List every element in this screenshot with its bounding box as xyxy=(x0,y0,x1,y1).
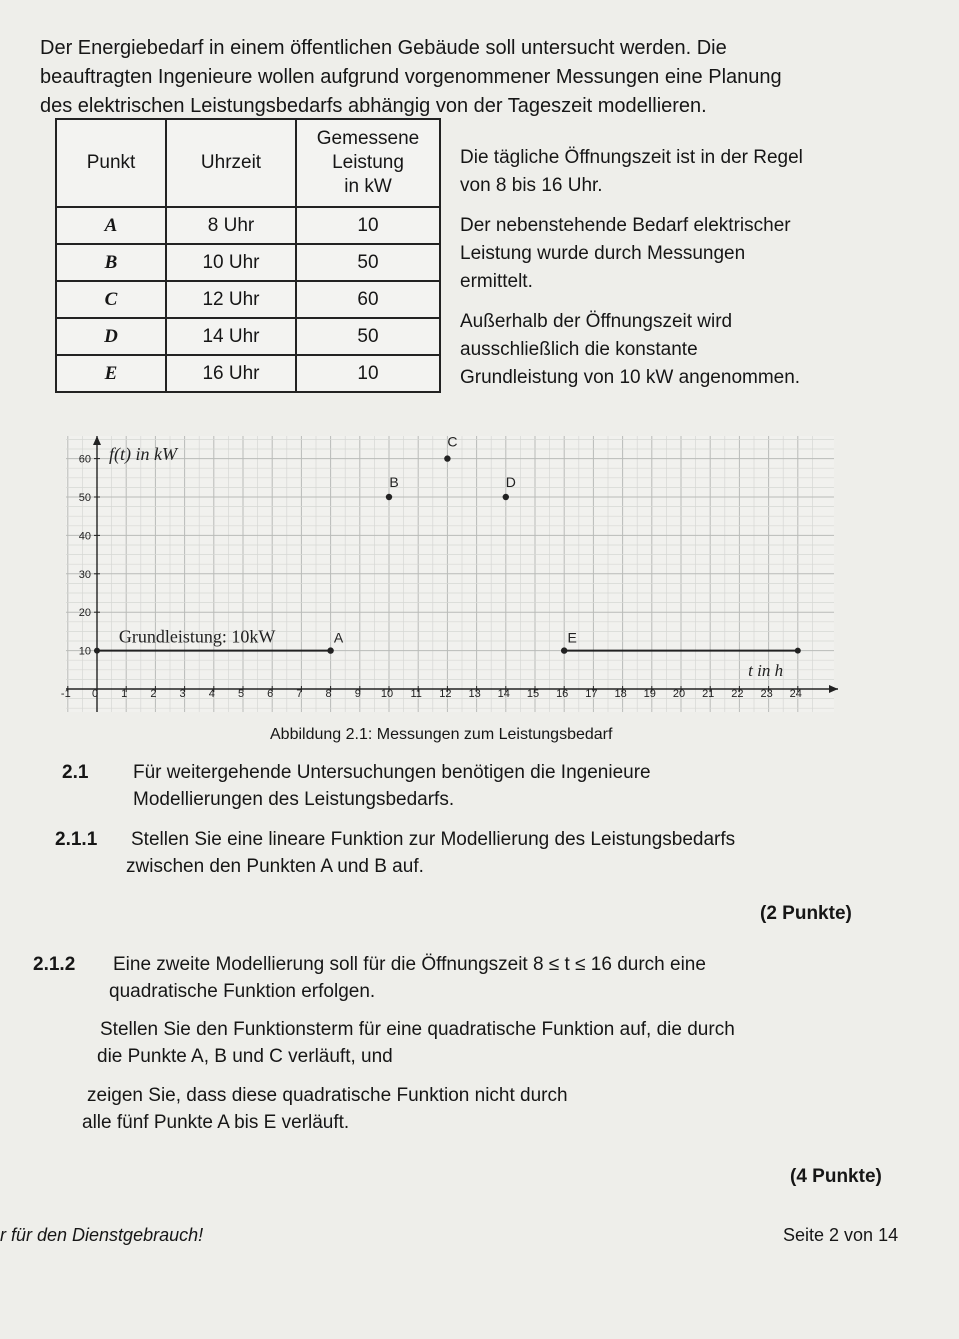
header-leistung-line-2: Leistung xyxy=(332,152,404,173)
figure-caption: Abbildung 2.1: Messungen zum Leistungsbedarf xyxy=(270,726,613,743)
data-point-a xyxy=(327,647,333,653)
cell-punkt: B xyxy=(56,244,166,281)
y-tick-label: 30 xyxy=(78,568,91,581)
side-p1-line-1: Die tägliche Öffnungszeit ist in der Regel xyxy=(460,147,803,168)
q21-text xyxy=(133,759,853,813)
x-tick-label: 18 xyxy=(614,688,627,700)
cell-leistung: 50 xyxy=(296,244,440,281)
data-point-label-a: A xyxy=(333,629,344,646)
q211-line-1: Stellen Sie eine lineare Funktion zur Modellierung des Leistungsbedarfs xyxy=(131,829,736,850)
x-tick-label: 10 xyxy=(380,688,394,700)
y-tick-label: 50 xyxy=(78,492,91,504)
x-tick-label: 16 xyxy=(556,688,569,700)
x-tick-label: 9 xyxy=(354,688,361,700)
x-tick-label: 8 xyxy=(325,688,332,700)
data-point-b xyxy=(386,494,392,500)
x-tick-label: 3 xyxy=(179,688,186,700)
q21-line-1: Für weitergehende Untersuchungen benötigen die Ingenieure xyxy=(133,762,651,783)
q211-points: (2 Punkte) xyxy=(760,903,852,924)
side-p2-line-3: ermittelt. xyxy=(460,271,533,292)
q212-text-a xyxy=(109,951,913,1005)
data-point-e xyxy=(561,647,567,653)
cell-uhrzeit: 10 Uhr xyxy=(166,244,296,281)
x-tick-label: 15 xyxy=(526,688,540,700)
data-point-d xyxy=(503,494,509,500)
y-tick-label: 40 xyxy=(78,530,91,543)
y-tick-label: 20 xyxy=(78,607,91,620)
data-point-label-d: D xyxy=(505,474,516,490)
q212-line-5: zeigen Sie, dass diese quadratische Funktion nicht durch xyxy=(87,1085,568,1106)
q212-line-6: alle fünf Punkte A bis E verläuft. xyxy=(82,1112,350,1133)
x-tick-label: 7 xyxy=(296,688,303,700)
q212-points: (4 Punkte) xyxy=(790,1166,882,1187)
x-tick-label: 4 xyxy=(208,688,215,700)
cell-leistung: 10 xyxy=(296,207,440,244)
q211-number: 2.1.1 xyxy=(55,829,98,850)
y-axis-label: f(t) in kW xyxy=(109,444,177,464)
header-leistung-line-1: Gemessene xyxy=(316,128,420,149)
q212-number: 2.1.2 xyxy=(33,954,76,975)
side-p2-line-2: Leistung wurde durch Messungen xyxy=(460,243,746,264)
x-tick-label: 5 xyxy=(237,688,245,700)
cell-punkt: C xyxy=(56,281,166,318)
cell-uhrzeit: 8 Uhr xyxy=(166,207,296,244)
q212-line-2: quadratische Funktion erfolgen. xyxy=(109,981,376,1002)
chart-grid xyxy=(66,433,834,712)
grundleistung-annotation: Grundleistung: 10kW xyxy=(118,626,276,647)
q212-line-1: Eine zweite Modellierung soll für die Öffnungszeit 8 ≤ t ≤ 16 durch eine xyxy=(113,954,706,975)
q211-text xyxy=(126,826,891,880)
cell-leistung: 50 xyxy=(296,318,440,355)
cell-punkt: A xyxy=(56,207,166,244)
segment-endpoint xyxy=(94,648,100,654)
x-tick-label: 22 xyxy=(731,688,744,700)
x-tick-label: 14 xyxy=(497,688,510,700)
y-tick-label: 10 xyxy=(78,645,91,658)
header-leistung-line-3: in kW xyxy=(344,176,392,197)
x-tick-label: 1 xyxy=(121,688,128,700)
side-p2-line-1: Der nebenstehende Bedarf elektrischer xyxy=(460,215,791,236)
header-punkt: Punkt xyxy=(56,119,166,207)
cell-uhrzeit: 16 Uhr xyxy=(166,355,296,392)
x-tick-label: -1 xyxy=(60,688,71,700)
x-tick-label: 11 xyxy=(410,688,422,700)
x-tick-label: 23 xyxy=(760,688,773,700)
data-point-label-e: E xyxy=(567,629,577,646)
intro-line-2: beauftragten Ingenieure wollen aufgrund vorgenommener Messungen eine Planung xyxy=(40,66,782,88)
cell-punkt: D xyxy=(56,318,166,355)
footer-page-number: Seite 2 von 14 xyxy=(783,1225,899,1245)
cell-leistung: 60 xyxy=(296,281,440,318)
q21-number: 2.1 xyxy=(62,762,89,783)
x-tick-label: 24 xyxy=(789,688,802,700)
intro-line-1: Der Energiebedarf in einem öffentlichen Gebäude soll untersucht werden. Die xyxy=(40,37,727,59)
q21-line-2: Modellierungen des Leistungsbedarfs. xyxy=(133,789,455,810)
data-point-label-c: C xyxy=(447,433,458,450)
x-tick-label: 13 xyxy=(468,688,481,700)
x-tick-label: 0 xyxy=(91,688,99,700)
q212-line-4: die Punkte A, B und C verläuft, und xyxy=(97,1046,393,1067)
side-p3-line-1: Außerhalb der Öffnungszeit wird xyxy=(460,311,733,332)
q211-line-2: zwischen den Punkten A und B auf. xyxy=(126,856,424,877)
data-point-c xyxy=(444,455,450,461)
q212-text-c xyxy=(82,1082,887,1136)
intro-line-3: des elektrischen Leistungsbedarfs abhängig von der Tageszeit modellieren. xyxy=(40,95,707,117)
header-uhrzeit: Uhrzeit xyxy=(166,119,296,207)
cell-leistung: 10 xyxy=(296,355,440,392)
x-tick-label: 12 xyxy=(439,688,452,700)
side-p1-line-2: von 8 bis 16 Uhr. xyxy=(460,175,603,196)
x-tick-label: 19 xyxy=(643,688,656,700)
side-p3-line-3: Grundleistung von 10 kW angenommen. xyxy=(460,367,801,388)
x-tick-label: 2 xyxy=(150,688,157,700)
cell-uhrzeit: 12 Uhr xyxy=(166,281,296,318)
y-tick-label: 60 xyxy=(78,453,91,466)
x-axis-label: t in h xyxy=(748,661,784,680)
segment-endpoint xyxy=(795,648,801,654)
x-tick-label: 6 xyxy=(267,688,274,700)
q212-text-b xyxy=(97,1016,920,1070)
side-p3-line-2: ausschließlich die konstante xyxy=(460,339,698,360)
footer-left: r für den Dienstgebrauch! xyxy=(0,1225,204,1245)
x-tick-label: 20 xyxy=(672,688,686,700)
cell-uhrzeit: 14 Uhr xyxy=(166,318,296,355)
x-tick-label: 17 xyxy=(585,688,598,700)
data-point-label-b: B xyxy=(389,474,399,490)
cell-punkt: E xyxy=(56,355,166,392)
x-tick-label: 21 xyxy=(702,688,715,700)
q212-line-3: Stellen Sie den Funktionsterm für eine quadratische Funktion auf, die durch xyxy=(100,1019,735,1040)
